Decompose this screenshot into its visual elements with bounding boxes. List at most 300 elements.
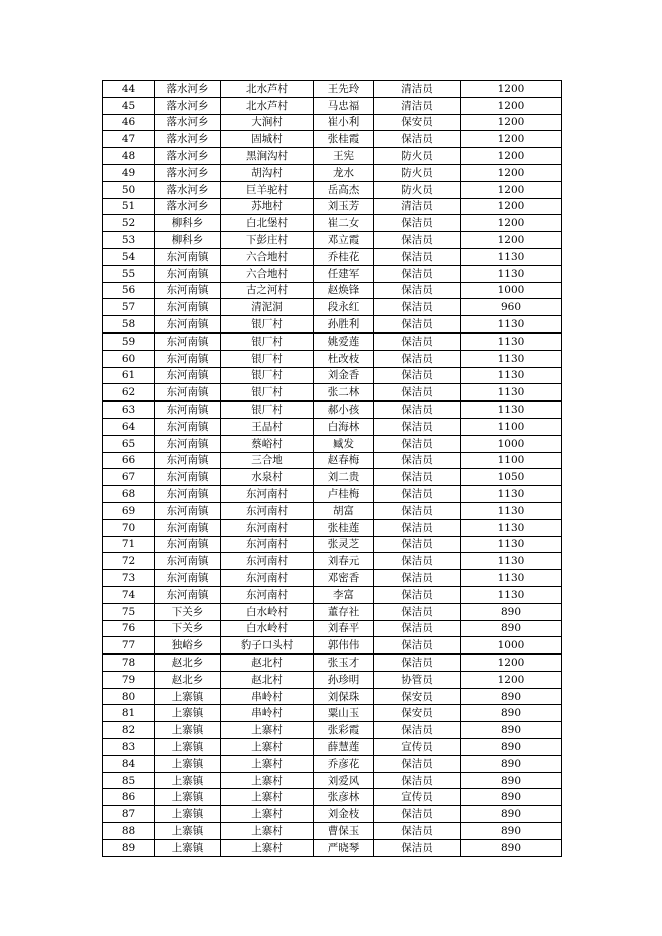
amount-cell: 890 xyxy=(461,705,562,722)
person-name-cell: 刘二贵 xyxy=(314,469,374,486)
table-row xyxy=(103,570,562,587)
township-cell: 落水河乡 xyxy=(155,164,221,181)
row-number-cell: 67 xyxy=(103,469,155,486)
township-cell: 落水河乡 xyxy=(155,181,221,198)
amount-cell: 1130 xyxy=(461,519,562,536)
township-cell: 柳科乡 xyxy=(155,215,221,232)
township-cell: 东河南镇 xyxy=(155,502,221,519)
table-row xyxy=(103,131,562,148)
township-cell: 落水河乡 xyxy=(155,198,221,215)
person-name-cell: 段永红 xyxy=(314,299,374,316)
township-cell: 东河南镇 xyxy=(155,519,221,536)
position-cell: 保洁员 xyxy=(374,620,461,637)
person-name-cell: 赵焕锋 xyxy=(314,282,374,299)
row-number-cell: 50 xyxy=(103,181,155,198)
position-cell: 保洁员 xyxy=(374,350,461,367)
position-cell: 宣传员 xyxy=(374,789,461,806)
row-number-cell: 78 xyxy=(103,654,155,671)
position-cell: 清洁员 xyxy=(374,97,461,114)
amount-cell: 1130 xyxy=(461,553,562,570)
village-cell: 六合地村 xyxy=(221,265,314,282)
table-row xyxy=(103,823,562,840)
table-row xyxy=(103,401,562,418)
amount-cell: 1130 xyxy=(461,384,562,401)
position-cell: 保洁员 xyxy=(374,299,461,316)
township-cell: 东河南镇 xyxy=(155,265,221,282)
row-number-cell: 57 xyxy=(103,299,155,316)
person-name-cell: 乔桂花 xyxy=(314,248,374,265)
table-row xyxy=(103,553,562,570)
township-cell: 上寨镇 xyxy=(155,755,221,772)
amount-cell: 1100 xyxy=(461,452,562,469)
township-cell: 上寨镇 xyxy=(155,823,221,840)
person-name-cell: 张桂霞 xyxy=(314,131,374,148)
village-cell: 银厂村 xyxy=(221,367,314,384)
township-cell: 东河南镇 xyxy=(155,486,221,503)
person-name-cell: 张彩霞 xyxy=(314,722,374,739)
position-cell: 保洁员 xyxy=(374,722,461,739)
township-cell: 东河南镇 xyxy=(155,435,221,452)
village-cell: 白北堡村 xyxy=(221,215,314,232)
row-number-cell: 81 xyxy=(103,705,155,722)
person-name-cell: 龙水 xyxy=(314,164,374,181)
township-cell: 东河南镇 xyxy=(155,350,221,367)
table-row xyxy=(103,739,562,756)
village-cell: 北水芦村 xyxy=(221,97,314,114)
row-number-cell: 71 xyxy=(103,536,155,553)
table-row xyxy=(103,654,562,671)
position-cell: 保洁员 xyxy=(374,131,461,148)
village-cell: 清泥洞 xyxy=(221,299,314,316)
table-row xyxy=(103,198,562,215)
amount-cell: 890 xyxy=(461,739,562,756)
township-cell: 东河南镇 xyxy=(155,586,221,603)
table-row xyxy=(103,452,562,469)
amount-cell: 1100 xyxy=(461,418,562,435)
person-name-cell: 薛慧莲 xyxy=(314,739,374,756)
person-name-cell: 张玉才 xyxy=(314,654,374,671)
row-number-cell: 56 xyxy=(103,282,155,299)
village-cell: 上寨村 xyxy=(221,789,314,806)
township-cell: 东河南镇 xyxy=(155,282,221,299)
village-cell: 赵北村 xyxy=(221,671,314,688)
row-number-cell: 66 xyxy=(103,452,155,469)
amount-cell: 1130 xyxy=(461,367,562,384)
village-cell: 胡沟村 xyxy=(221,164,314,181)
township-cell: 独峪乡 xyxy=(155,637,221,654)
table-row xyxy=(103,350,562,367)
table-row xyxy=(103,181,562,198)
township-cell: 东河南镇 xyxy=(155,384,221,401)
position-cell: 保洁员 xyxy=(374,502,461,519)
row-number-cell: 64 xyxy=(103,418,155,435)
row-number-cell: 51 xyxy=(103,198,155,215)
township-cell: 上寨镇 xyxy=(155,688,221,705)
amount-cell: 960 xyxy=(461,299,562,316)
row-number-cell: 55 xyxy=(103,265,155,282)
amount-cell: 1130 xyxy=(461,350,562,367)
row-number-cell: 79 xyxy=(103,671,155,688)
row-number-cell: 49 xyxy=(103,164,155,181)
position-cell: 保洁员 xyxy=(374,654,461,671)
village-cell: 东河南村 xyxy=(221,536,314,553)
position-cell: 保洁员 xyxy=(374,384,461,401)
amount-cell: 1000 xyxy=(461,435,562,452)
township-cell: 上寨镇 xyxy=(155,789,221,806)
row-number-cell: 88 xyxy=(103,823,155,840)
row-number-cell: 48 xyxy=(103,148,155,165)
amount-cell: 890 xyxy=(461,603,562,620)
village-cell: 王品村 xyxy=(221,418,314,435)
table-row xyxy=(103,384,562,401)
position-cell: 保洁员 xyxy=(374,839,461,856)
position-cell: 保洁员 xyxy=(374,637,461,654)
township-cell: 落水河乡 xyxy=(155,114,221,131)
amount-cell: 1130 xyxy=(461,248,562,265)
table-row xyxy=(103,722,562,739)
table-row xyxy=(103,333,562,350)
row-number-cell: 70 xyxy=(103,519,155,536)
table-row xyxy=(103,603,562,620)
township-cell: 东河南镇 xyxy=(155,248,221,265)
person-name-cell: 臧发 xyxy=(314,435,374,452)
amount-cell: 1050 xyxy=(461,469,562,486)
township-cell: 落水河乡 xyxy=(155,97,221,114)
table-row xyxy=(103,435,562,452)
amount-cell: 890 xyxy=(461,755,562,772)
table-row xyxy=(103,839,562,856)
table-row xyxy=(103,97,562,114)
row-number-cell: 75 xyxy=(103,603,155,620)
row-number-cell: 86 xyxy=(103,789,155,806)
township-cell: 上寨镇 xyxy=(155,772,221,789)
person-name-cell: 任建军 xyxy=(314,265,374,282)
row-number-cell: 73 xyxy=(103,570,155,587)
row-number-cell: 60 xyxy=(103,350,155,367)
village-cell: 上寨村 xyxy=(221,839,314,856)
township-cell: 东河南镇 xyxy=(155,367,221,384)
person-name-cell: 孙珍明 xyxy=(314,671,374,688)
table-row xyxy=(103,806,562,823)
village-cell: 苏地村 xyxy=(221,198,314,215)
person-name-cell: 杜改枝 xyxy=(314,350,374,367)
position-cell: 保洁员 xyxy=(374,316,461,333)
table-row xyxy=(103,688,562,705)
row-number-cell: 44 xyxy=(103,81,155,98)
village-cell: 白水岭村 xyxy=(221,620,314,637)
position-cell: 防火员 xyxy=(374,164,461,181)
position-cell: 保洁员 xyxy=(374,215,461,232)
amount-cell: 890 xyxy=(461,789,562,806)
person-name-cell: 张桂莲 xyxy=(314,519,374,536)
position-cell: 保洁员 xyxy=(374,282,461,299)
position-cell: 清洁员 xyxy=(374,198,461,215)
position-cell: 保洁员 xyxy=(374,536,461,553)
person-name-cell: 马忠福 xyxy=(314,97,374,114)
village-cell: 三合地 xyxy=(221,452,314,469)
position-cell: 保洁员 xyxy=(374,248,461,265)
position-cell: 保洁员 xyxy=(374,806,461,823)
position-cell: 防火员 xyxy=(374,148,461,165)
village-cell: 东河南村 xyxy=(221,519,314,536)
amount-cell: 1200 xyxy=(461,148,562,165)
amount-cell: 890 xyxy=(461,772,562,789)
position-cell: 保洁员 xyxy=(374,452,461,469)
township-cell: 东河南镇 xyxy=(155,570,221,587)
amount-cell: 890 xyxy=(461,806,562,823)
amount-cell: 1200 xyxy=(461,215,562,232)
table-row xyxy=(103,519,562,536)
position-cell: 保安员 xyxy=(374,114,461,131)
position-cell: 保洁员 xyxy=(374,435,461,452)
person-name-cell: 崔二女 xyxy=(314,215,374,232)
township-cell: 东河南镇 xyxy=(155,452,221,469)
row-number-cell: 76 xyxy=(103,620,155,637)
township-cell: 落水河乡 xyxy=(155,148,221,165)
person-name-cell: 赵春梅 xyxy=(314,452,374,469)
position-cell: 保洁员 xyxy=(374,772,461,789)
position-cell: 宣传员 xyxy=(374,739,461,756)
township-cell: 落水河乡 xyxy=(155,81,221,98)
row-number-cell: 84 xyxy=(103,755,155,772)
person-name-cell: 乔彦花 xyxy=(314,755,374,772)
row-number-cell: 69 xyxy=(103,502,155,519)
village-cell: 大涧村 xyxy=(221,114,314,131)
village-cell: 下彭庄村 xyxy=(221,232,314,249)
person-name-cell: 李富 xyxy=(314,586,374,603)
village-cell: 银厂村 xyxy=(221,401,314,418)
row-number-cell: 47 xyxy=(103,131,155,148)
township-cell: 东河南镇 xyxy=(155,333,221,350)
data-table xyxy=(102,80,562,857)
township-cell: 下关乡 xyxy=(155,603,221,620)
amount-cell: 1130 xyxy=(461,586,562,603)
position-cell: 保洁员 xyxy=(374,519,461,536)
village-cell: 上寨村 xyxy=(221,806,314,823)
township-cell: 赵北乡 xyxy=(155,671,221,688)
person-name-cell: 卢桂梅 xyxy=(314,486,374,503)
table-row xyxy=(103,418,562,435)
amount-cell: 1000 xyxy=(461,282,562,299)
village-cell: 六合地村 xyxy=(221,248,314,265)
village-cell: 赵北村 xyxy=(221,654,314,671)
row-number-cell: 45 xyxy=(103,97,155,114)
village-cell: 东河南村 xyxy=(221,586,314,603)
township-cell: 上寨镇 xyxy=(155,839,221,856)
row-number-cell: 59 xyxy=(103,333,155,350)
township-cell: 赵北乡 xyxy=(155,654,221,671)
position-cell: 保洁员 xyxy=(374,401,461,418)
village-cell: 上寨村 xyxy=(221,823,314,840)
amount-cell: 1200 xyxy=(461,164,562,181)
position-cell: 协管员 xyxy=(374,671,461,688)
position-cell: 保洁员 xyxy=(374,469,461,486)
person-name-cell: 邓密香 xyxy=(314,570,374,587)
position-cell: 保安员 xyxy=(374,705,461,722)
village-cell: 白水岭村 xyxy=(221,603,314,620)
person-name-cell: 刘保珠 xyxy=(314,688,374,705)
table-row xyxy=(103,81,562,98)
township-cell: 东河南镇 xyxy=(155,553,221,570)
township-cell: 上寨镇 xyxy=(155,806,221,823)
person-name-cell: 严晓琴 xyxy=(314,839,374,856)
person-name-cell: 白海林 xyxy=(314,418,374,435)
amount-cell: 1200 xyxy=(461,181,562,198)
village-cell: 北水芦村 xyxy=(221,81,314,98)
row-number-cell: 63 xyxy=(103,401,155,418)
position-cell: 保洁员 xyxy=(374,586,461,603)
village-cell: 上寨村 xyxy=(221,739,314,756)
person-name-cell: 孙胜利 xyxy=(314,316,374,333)
table-row xyxy=(103,114,562,131)
amount-cell: 1200 xyxy=(461,97,562,114)
amount-cell: 1130 xyxy=(461,570,562,587)
village-cell: 东河南村 xyxy=(221,502,314,519)
person-name-cell: 曹保玉 xyxy=(314,823,374,840)
village-cell: 黑涧沟村 xyxy=(221,148,314,165)
amount-cell: 1200 xyxy=(461,654,562,671)
table-row xyxy=(103,367,562,384)
row-number-cell: 68 xyxy=(103,486,155,503)
village-cell: 上寨村 xyxy=(221,755,314,772)
village-cell: 巨羊驼村 xyxy=(221,181,314,198)
table-row xyxy=(103,299,562,316)
position-cell: 保洁员 xyxy=(374,603,461,620)
person-name-cell: 胡富 xyxy=(314,502,374,519)
table-row xyxy=(103,316,562,333)
position-cell: 保洁员 xyxy=(374,570,461,587)
row-number-cell: 80 xyxy=(103,688,155,705)
village-cell: 东河南村 xyxy=(221,570,314,587)
row-number-cell: 54 xyxy=(103,248,155,265)
row-number-cell: 72 xyxy=(103,553,155,570)
village-cell: 银厂村 xyxy=(221,333,314,350)
row-number-cell: 82 xyxy=(103,722,155,739)
township-cell: 东河南镇 xyxy=(155,316,221,333)
amount-cell: 1200 xyxy=(461,131,562,148)
row-number-cell: 89 xyxy=(103,839,155,856)
position-cell: 保洁员 xyxy=(374,486,461,503)
amount-cell: 890 xyxy=(461,722,562,739)
table-row xyxy=(103,705,562,722)
person-name-cell: 刘金枝 xyxy=(314,806,374,823)
township-cell: 上寨镇 xyxy=(155,739,221,756)
amount-cell: 1200 xyxy=(461,232,562,249)
row-number-cell: 83 xyxy=(103,739,155,756)
person-name-cell: 邓立霞 xyxy=(314,232,374,249)
township-cell: 东河南镇 xyxy=(155,401,221,418)
amount-cell: 1200 xyxy=(461,114,562,131)
village-cell: 水泉村 xyxy=(221,469,314,486)
amount-cell: 890 xyxy=(461,839,562,856)
person-name-cell: 崔小利 xyxy=(314,114,374,131)
person-name-cell: 刘春元 xyxy=(314,553,374,570)
village-cell: 银厂村 xyxy=(221,384,314,401)
person-name-cell: 岳高杰 xyxy=(314,181,374,198)
person-name-cell: 王宪 xyxy=(314,148,374,165)
township-cell: 东河南镇 xyxy=(155,536,221,553)
row-number-cell: 61 xyxy=(103,367,155,384)
position-cell: 保洁员 xyxy=(374,418,461,435)
table-row xyxy=(103,164,562,181)
row-number-cell: 87 xyxy=(103,806,155,823)
person-name-cell: 郝小孩 xyxy=(314,401,374,418)
table-row xyxy=(103,772,562,789)
table-row xyxy=(103,265,562,282)
table-row xyxy=(103,248,562,265)
village-cell: 固城村 xyxy=(221,131,314,148)
table-row xyxy=(103,620,562,637)
position-cell: 防火员 xyxy=(374,181,461,198)
township-cell: 落水河乡 xyxy=(155,131,221,148)
amount-cell: 1200 xyxy=(461,671,562,688)
township-cell: 上寨镇 xyxy=(155,722,221,739)
position-cell: 保洁员 xyxy=(374,333,461,350)
amount-cell: 1130 xyxy=(461,536,562,553)
position-cell: 清洁员 xyxy=(374,81,461,98)
village-cell: 豹子口头村 xyxy=(221,637,314,654)
row-number-cell: 74 xyxy=(103,586,155,603)
person-name-cell: 刘金香 xyxy=(314,367,374,384)
amount-cell: 890 xyxy=(461,688,562,705)
row-number-cell: 52 xyxy=(103,215,155,232)
village-cell: 上寨村 xyxy=(221,722,314,739)
row-number-cell: 58 xyxy=(103,316,155,333)
person-name-cell: 刘玉芳 xyxy=(314,198,374,215)
person-name-cell: 郭伟伟 xyxy=(314,637,374,654)
position-cell: 保洁员 xyxy=(374,755,461,772)
table-row xyxy=(103,469,562,486)
row-number-cell: 62 xyxy=(103,384,155,401)
row-number-cell: 85 xyxy=(103,772,155,789)
position-cell: 保洁员 xyxy=(374,367,461,384)
position-cell: 保洁员 xyxy=(374,823,461,840)
table-row xyxy=(103,148,562,165)
person-name-cell: 刘爱风 xyxy=(314,772,374,789)
position-cell: 保洁员 xyxy=(374,553,461,570)
table-row xyxy=(103,502,562,519)
amount-cell: 1000 xyxy=(461,637,562,654)
village-cell: 蔡峪村 xyxy=(221,435,314,452)
person-name-cell: 张灵芝 xyxy=(314,536,374,553)
amount-cell: 1130 xyxy=(461,333,562,350)
table-row xyxy=(103,232,562,249)
township-cell: 东河南镇 xyxy=(155,299,221,316)
amount-cell: 1200 xyxy=(461,198,562,215)
village-cell: 银厂村 xyxy=(221,350,314,367)
amount-cell: 1130 xyxy=(461,502,562,519)
person-name-cell: 粟山玉 xyxy=(314,705,374,722)
village-cell: 串岭村 xyxy=(221,688,314,705)
table-row xyxy=(103,282,562,299)
table-row xyxy=(103,536,562,553)
village-cell: 东河南村 xyxy=(221,486,314,503)
position-cell: 保安员 xyxy=(374,688,461,705)
person-name-cell: 姚爱莲 xyxy=(314,333,374,350)
row-number-cell: 46 xyxy=(103,114,155,131)
row-number-cell: 77 xyxy=(103,637,155,654)
township-cell: 东河南镇 xyxy=(155,418,221,435)
person-name-cell: 张彦林 xyxy=(314,789,374,806)
amount-cell: 1130 xyxy=(461,486,562,503)
table-row xyxy=(103,486,562,503)
amount-cell: 1130 xyxy=(461,316,562,333)
row-number-cell: 65 xyxy=(103,435,155,452)
township-cell: 上寨镇 xyxy=(155,705,221,722)
amount-cell: 1130 xyxy=(461,401,562,418)
township-cell: 柳科乡 xyxy=(155,232,221,249)
village-cell: 古之河村 xyxy=(221,282,314,299)
